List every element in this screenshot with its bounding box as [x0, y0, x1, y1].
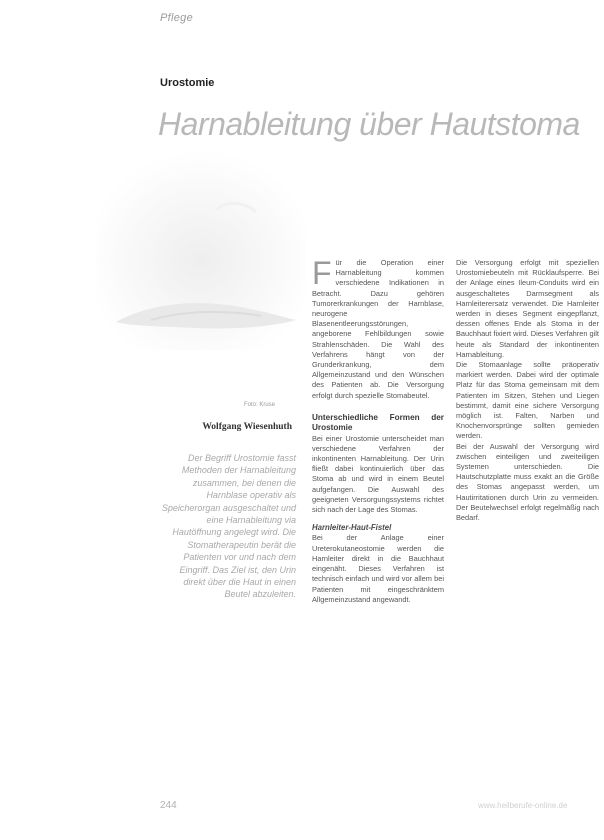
body-paragraph: Bei der Anlage einer Ureterokutaneostomie werden die Harnleiter direkt in die Bauchhaut eingenäht. Dieses Verfahren ist technisch einfach und wird vor allem bei Patienten mit eingeschränktem Allgemeinzustand angewandt.: [312, 533, 444, 604]
body-column-1: [312, 255, 444, 605]
body-paragraph: ür die Operation einer Harnableitung kommen verschiedene Indikationen in Betracht. Dazu gehören Tumorerkrankungen der Harnblase, neurogene Blasenentleerungsstörungen, angeborene Fehlbildungen sowie Strahlenschäden. Die Wahl des Verfahrens hängt von der Grunderkrankung, dem Allgemeinzustand und den Wünschen des Patienten ab. Die Versorgung erfolgt durch spezielle Stomabeutel.: [312, 258, 444, 400]
body-paragraph: Die Stomaanlage sollte präoperativ markiert werden. Dabei wird der optimale Platz für das Stoma gemeinsam mit dem Patienten im Sitzen, Stehen und Liegen bestimmt, damit eine sichere Versorgung möglich ist. Falten, Narben und Knochenvorsprünge sollten gemieden werden.: [456, 360, 599, 441]
article-photo: [96, 150, 306, 350]
section-subhead: Unterschiedliche Formen der Urostomie: [312, 412, 444, 433]
photo-credit: Foto: Kruse: [244, 402, 276, 408]
section-tag: Pflege: [160, 12, 193, 24]
section-subsubhead: Harnleiter-Haut-Fistel: [312, 523, 392, 533]
body-column-2: [456, 258, 599, 523]
page-number: 244: [160, 800, 177, 811]
body-paragraph: Bei der Auswahl der Versorgung wird zwischen einteiligen und zweiteiligen Systemen unterschieden. Die Hautschutzplatte muss exakt an die Größe des Stomas angepasst werden, um Hautirritationen durch Urin zu vermeiden. Der Beutelwechsel erfolgt regelmäßig nach Bedarf.: [456, 441, 599, 523]
body-paragraph: Bei einer Urostomie unterscheidet man verschiedene Verfahren der inkontinenten Harnableitung. Der Urin fließt dabei kontinuierlich über das Stoma ab und wird in einem Beutel aufgefangen. Die Auswahl des geeigneten Versorgungssystems richtet sich nach der Lage des Stomas.: [312, 433, 444, 515]
article-lead: Der Begriff Urostomie fasst Methoden der Harnableitung zusammen, bei denen die Harnblase operativ als Speicherorgan ausgeschaltet und eine Harnableitung via Hautöffnung angelegt wird. Die Stomatherapeutin berät die Patienten vor und nach dem Eingriff. Das Ziel ist, den Urin direkt über die Haut in einen Beutel abzuleiten.: [161, 453, 296, 600]
body-paragraph: Die Versorgung erfolgt mit speziellen Urostomiebeuteln mit Rücklaufsperre. Bei der Anlage eines Ileum-Conduits wird ein ausgeschaltetes Darmsegment als Harnleiterersatz verwendet. Die Harnleiter werden in dieses Segment eingepflanzt, dessen offenes Ende als Stoma in der Bauchhaut fixiert wird. Dieses Verfahren gilt heute als Standard der inkontinenten Harnableitung.: [456, 258, 599, 359]
drop-cap: F: [312, 255, 332, 291]
article-kicker: Urostomie: [160, 77, 215, 89]
author-name: Wolfgang Wiesenhuth: [202, 422, 292, 432]
article-headline: Harnableitung über Hautstoma: [158, 106, 580, 142]
footer-url: www.heilberufe-online.de: [478, 801, 568, 810]
